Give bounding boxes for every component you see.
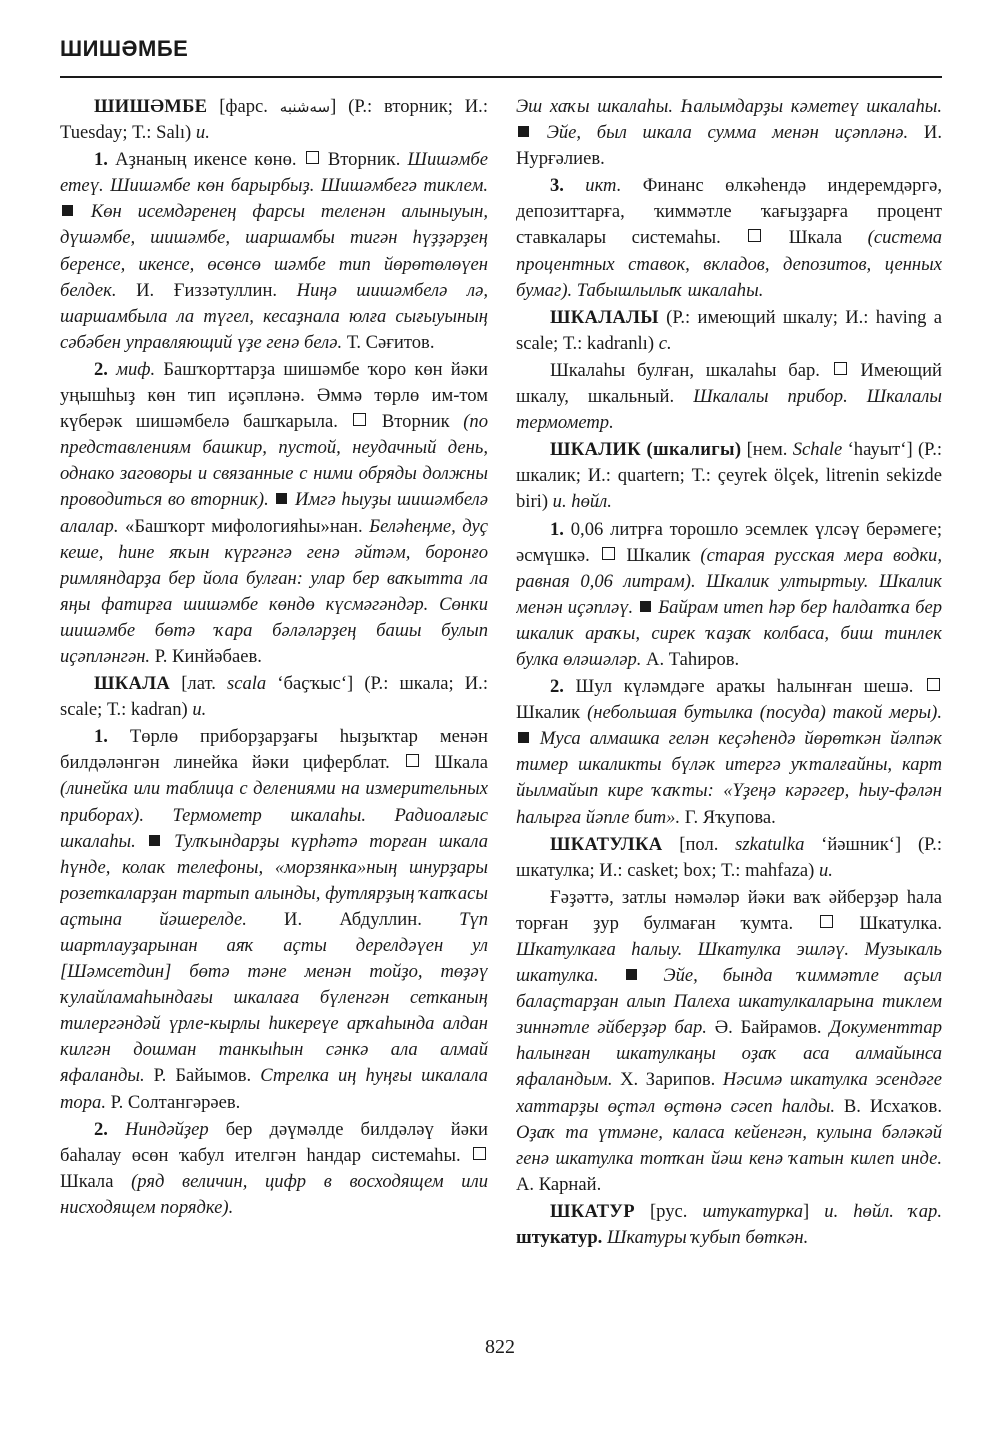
sense-continuation: Эш хаҡы шкалаһы. Һалымдарҙы кәметеү шкалаһы. Эйе, был шкала сумма менән иҫәпләнә. И. Нурғәлиев. (516, 96, 942, 170)
sense-1: 1. Аҙнаның икенсе көнө. Вторник. Шишәмбе етеү. Шишәмбе көн барырбыҙ. Шишәмбегә тиклем. Көн исемдәренең фарсы теленән алыныуын, дүшәмбе, шишәмбе, шаршамбы тигән һүҙҙәрҙең беренсе, икенсе, өсөнсө шәмбе тип йөрөтөлөүен белдек. И. Ғиззәтуллин. Ниңә шишәмбелә лә, шаршамбыла ла түгел, кесаҙнала юлға сығыуының сәбәбен управляющий үҙе генә белә. Т. Сәғитов. (60, 149, 488, 353)
white-square-icon (834, 362, 847, 375)
sense-1: Ғәҙәттә, затлы нәмәләр йәки ваҡ әйберҙәр һала торған ҙур булмаған ҡумта. Шкатулка. Шкатулкаға һалыу. Шкатулка эшләү. Музыкаль шкатулка. Эйе, бында ҡиммәтле аҫыл балаҫтарҙан алып Палеха шкатулкаларына тиклем зиннәтле әйберҙәр бар. Ә. Байрамов. Документтар һалынған шкатулкаңы оҙаҡ аса алмайынса яфаландым. Х. Зарипов. Нәсимә шкатулка эсендәге хаттарҙы өҫтәл өҫтөнә сәсеп һалды. В. Исхаҡов. Оҙаҡ та үтмәне, каласа кейенгән, кулына бәләкәй генә шкатулка тотҡан йәш кенә ҡатын килеп инде. А. Карнай. (516, 886, 942, 1195)
headword: ШКАЛАЛЫ (550, 306, 659, 328)
cross-reference: штукатур. (516, 1227, 603, 1249)
running-head: ШИШӘМБЕ (60, 36, 189, 61)
right-column (516, 94, 942, 1344)
entry-shkatulka: ШКАТУЛКА [пол. szkatulka ‘йәшник‘] (Р.: шкатулка; И.: casket; box; Т.: mahfaza) и. (516, 833, 942, 881)
part-of-speech: и. һөйл. (552, 491, 612, 513)
white-square-icon (602, 547, 615, 560)
sense-2: 2. миф. Башҡорттарҙа шишәмбе ҡоро көн йәки уңышһыҙ көн тип иҫәпләнә. Әммә төрлө им-том күберәк шишәмбелә башҡарыла. Вторник (по представлениям башкир, пустой, неудачный день, однако заговоры и связанные с ними обряды должны проводиться во вторник). Имгә һыуҙы шишәмбелә алалар. «Башҡорт мифологияһы»нан. Беләһеңме, дуҫ кеше, һине яҡын күргәнгә генә әйтәм, боронғо римляндарҙа бер йола булған: улар бер ваҡытта ла яңы фатирға шишәмбе көндө күсмәгәндәр. Сөнки шишәмбе бөтә ҡара бәләләрҙең башы булып иҫәпләнгән. Р. Кинйәбаев. (60, 358, 488, 667)
black-square-icon (640, 601, 651, 612)
sense-2: 2. Ниндәйҙер бер дәүмәлде билдәләү йәки баһалау өсөн ҡабул ителгән һандар системаһы. Шкала (ряд величин, цифр в восходящем или нисходящем порядке). (60, 1118, 488, 1218)
black-square-icon (626, 969, 637, 980)
white-square-icon (353, 413, 366, 426)
part-of-speech: и. (195, 122, 210, 144)
sense-2: 2. Шул күләмдәге араҡы һалынған шешә. Шкалик (небольшая бутылка (посуда) такой меры). Муса алмашка гелән кеҫәһендә йөрөткән йәлпәк тимер шкаликты бүләк итергә уҡталғайны, карт йылмайып кире ҡаҡты: «Үҙеңә кәрәгер, һыу-фәлән һалырға йәпле бит». Г. Яҡупова. (516, 676, 942, 828)
page-number: 822 (485, 1336, 515, 1358)
headword: ШКАТУЛКА (550, 833, 663, 855)
headword: ШКАЛА (94, 673, 171, 695)
sense-1: Шкалаһы булған, шкалаһы бар. Имеющий шкалу, шкальный. Шкалалы прибор. Шкалалы термометр. (516, 359, 942, 434)
white-square-icon (748, 229, 761, 242)
sense-1: 1. 0,06 литрға торошло эсемлек үлсәү берәмеге; әсмүшкә. Шкалик (старая русская мера водки, равная 0,06 литрам). Шкалик ултыртыу. Шкалик менән иҫәпләү. Байрам итеп һәр бер һалдатҡа бер шкалик араҡы, сирек ҡаҙаҡ колбаса, биш тинлек булка өләшәләр. А. Таһиров. (516, 518, 942, 670)
left-column (60, 94, 488, 1344)
white-square-icon (473, 1147, 486, 1160)
white-square-icon (406, 754, 419, 767)
part-of-speech: с. (658, 332, 672, 354)
part-of-speech: и. (818, 859, 833, 881)
white-square-icon (306, 151, 319, 164)
black-square-icon (149, 835, 160, 846)
black-square-icon (518, 732, 529, 743)
entry-shkalaly: ШКАЛАЛЫ (Р.: имеющий шкалу; И.: having a scale; Т.: kadranlı) с. (516, 306, 942, 354)
white-square-icon (820, 915, 833, 928)
headword: ШИШӘМБЕ (94, 96, 208, 117)
headword: ШКАТУР (550, 1200, 635, 1222)
black-square-icon (62, 205, 73, 216)
entry-shkala: ШКАЛА [лат. scala ‘баҫҡыс‘] (Р.: шкала; И.: scale; Т.: kadran) и. (60, 673, 488, 721)
arabic-script: سه‌شنبه (279, 98, 331, 116)
part-of-speech: и. һөйл. ҡар. (824, 1200, 942, 1222)
headword: ШКАЛИК (шкалигы) (550, 439, 742, 461)
part-of-speech: и. (192, 699, 207, 721)
sense-3: 3. икт. Финанс өлкәһендә индеремдәргә, депозиттарға, ҡиммәтле ҡағыҙҙарға процент ставкалары системаһы. Шкала (система процентных ставок, вкладов, депозитов, ценных бумаг). Табышлылыҡ шкалаһы. (516, 175, 942, 301)
entry-shkalik: ШКАЛИК (шкалигы) [нем. Schale ‘һауыт‘] (Р.: шкалик; И.: quartern; Т.: çeyrek ölçek, litrenin sekizde biri) и. һөйл. (516, 439, 942, 513)
white-square-icon (927, 678, 940, 691)
header-rule (60, 76, 942, 78)
sense-1: 1. Төрлө приборҙарҙағы һыҙыҡтар менән билдәләнгән линейка йәки циферблат. Шкала (линейка или таблица с делениями на измерительных приборах). Термометр шкалаһы. Радиоалғыс шкалаһы. Тулҡындарҙы күрһәтә торған шкала һүнде, колак телефоны, «морзянка»ның шнурҙары розеткаларҙан тартып алынды, футлярҙың ҡапҡасы аҫтына йәшерелде. И. Абдуллин. Түп шартлауҙарынан аяҡ аҫты дерелдәүен ул [Шәмсетдин] бөтә тәне менән тойҙо, төҙәү ҡулайламаһындағы шкалаға бүленгән сетканың тилергәндәй үрле-кырлы һикереүе арҡаһында алдан килгән дошман танкыһын сәнкә ала алмай яфаланды. Р. Байымов. Стрелка иң һуңғы шкалала тора. Р. Солтангәрәев. (60, 726, 488, 1113)
black-square-icon (518, 126, 529, 137)
entry-shishembe: ШИШӘМБЕ [фарс. سه‌شنبه] (Р.: вторник; И.: Tuesday; Т.: Salı) и. (60, 96, 488, 144)
entry-shkatur: ШКАТУР [рус. штукатурка] и. һөйл. ҡар. штукатур. Шкатуры ҡубып бөткән. (516, 1200, 942, 1249)
black-square-icon (276, 493, 287, 504)
